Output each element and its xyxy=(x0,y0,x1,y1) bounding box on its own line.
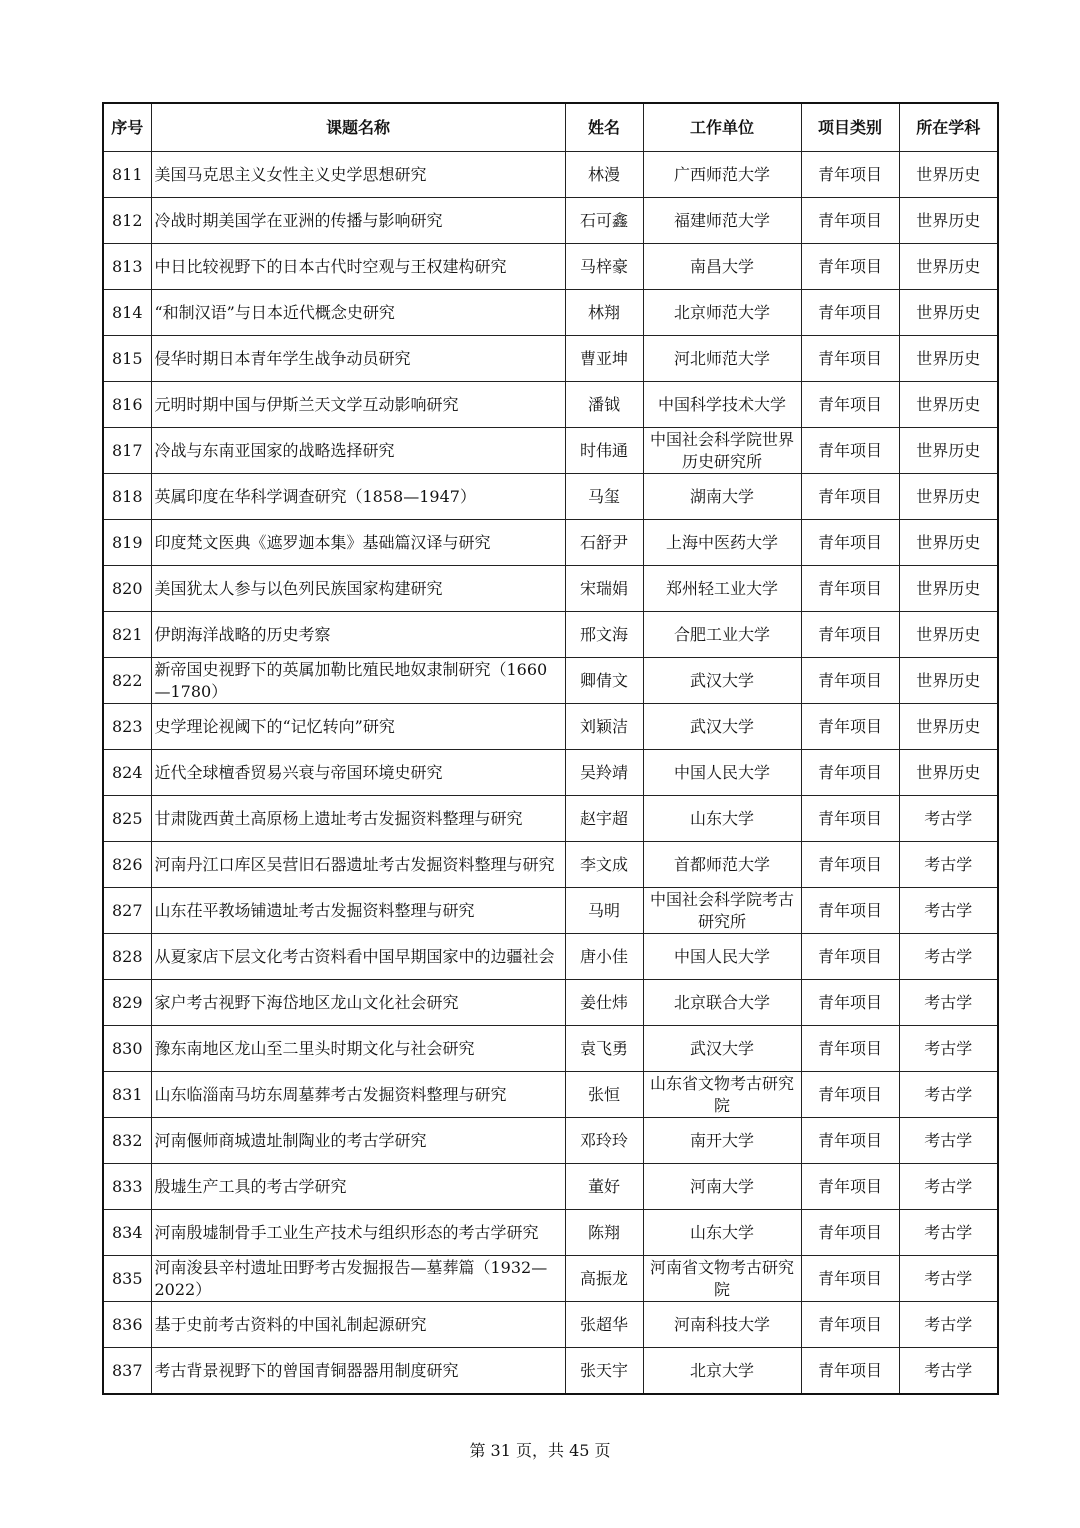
category-cell: 青年项目 xyxy=(801,244,899,290)
name-cell: 时伟通 xyxy=(565,428,643,474)
title-cell: 河南殷墟制骨手工业生产技术与组织形态的考古学研究 xyxy=(151,1210,565,1256)
name-cell: 张恒 xyxy=(565,1072,643,1118)
title-cell: 美国马克思主义女性主义史学思想研究 xyxy=(151,152,565,198)
unit-cell: 山东省文物考古研究院 xyxy=(643,1072,801,1118)
discipline-cell: 考古学 xyxy=(899,1256,998,1302)
name-cell: 陈翔 xyxy=(565,1210,643,1256)
name-cell: 邢文海 xyxy=(565,612,643,658)
category-cell: 青年项目 xyxy=(801,1348,899,1395)
serial-cell: 813 xyxy=(103,244,151,290)
name-cell: 赵宇超 xyxy=(565,796,643,842)
discipline-cell: 考古学 xyxy=(899,796,998,842)
serial-cell: 827 xyxy=(103,888,151,934)
category-cell: 青年项目 xyxy=(801,612,899,658)
discipline-cell: 世界历史 xyxy=(899,152,998,198)
unit-cell: 北京大学 xyxy=(643,1348,801,1395)
serial-cell: 817 xyxy=(103,428,151,474)
name-cell: 张超华 xyxy=(565,1302,643,1348)
serial-cell: 824 xyxy=(103,750,151,796)
category-cell: 青年项目 xyxy=(801,336,899,382)
unit-cell: 南昌大学 xyxy=(643,244,801,290)
unit-cell: 福建师范大学 xyxy=(643,198,801,244)
unit-cell: 湖南大学 xyxy=(643,474,801,520)
unit-cell: 武汉大学 xyxy=(643,658,801,704)
discipline-cell: 世界历史 xyxy=(899,520,998,566)
title-cell: 考古背景视野下的曾国青铜器器用制度研究 xyxy=(151,1348,565,1395)
title-cell: 甘肃陇西黄土高原杨上遗址考古发掘资料整理与研究 xyxy=(151,796,565,842)
serial-cell: 835 xyxy=(103,1256,151,1302)
name-cell: 石舒尹 xyxy=(565,520,643,566)
table-row xyxy=(103,474,998,520)
title-cell: 冷战时期美国学在亚洲的传播与影响研究 xyxy=(151,198,565,244)
category-cell: 青年项目 xyxy=(801,1118,899,1164)
header-discipline: 所在学科 xyxy=(899,103,998,152)
serial-cell: 832 xyxy=(103,1118,151,1164)
title-cell: 冷战与东南亚国家的战略选择研究 xyxy=(151,428,565,474)
serial-cell: 811 xyxy=(103,152,151,198)
table-row xyxy=(103,888,998,934)
table-row xyxy=(103,658,998,704)
discipline-cell: 世界历史 xyxy=(899,474,998,520)
category-cell: 青年项目 xyxy=(801,382,899,428)
category-cell: 青年项目 xyxy=(801,474,899,520)
unit-cell: 首都师范大学 xyxy=(643,842,801,888)
table-row xyxy=(103,1210,998,1256)
table-row xyxy=(103,1026,998,1072)
table-row xyxy=(103,1164,998,1210)
discipline-cell: 世界历史 xyxy=(899,198,998,244)
table-row xyxy=(103,336,998,382)
unit-cell: 南开大学 xyxy=(643,1118,801,1164)
title-cell: 美国犹太人参与以色列民族国家构建研究 xyxy=(151,566,565,612)
category-cell: 青年项目 xyxy=(801,198,899,244)
header-title: 课题名称 xyxy=(151,103,565,152)
discipline-cell: 考古学 xyxy=(899,888,998,934)
table-row xyxy=(103,152,998,198)
discipline-cell: 世界历史 xyxy=(899,290,998,336)
serial-cell: 821 xyxy=(103,612,151,658)
unit-cell: 合肥工业大学 xyxy=(643,612,801,658)
discipline-cell: 世界历史 xyxy=(899,612,998,658)
discipline-cell: 考古学 xyxy=(899,1072,998,1118)
name-cell: 林漫 xyxy=(565,152,643,198)
discipline-cell: 世界历史 xyxy=(899,750,998,796)
unit-cell: 武汉大学 xyxy=(643,1026,801,1072)
table-row xyxy=(103,796,998,842)
category-cell: 青年项目 xyxy=(801,1072,899,1118)
discipline-cell: 考古学 xyxy=(899,1302,998,1348)
category-cell: 青年项目 xyxy=(801,796,899,842)
unit-cell: 中国人民大学 xyxy=(643,750,801,796)
title-cell: 山东茌平教场铺遗址考古发掘资料整理与研究 xyxy=(151,888,565,934)
table-row xyxy=(103,520,998,566)
table-row xyxy=(103,566,998,612)
discipline-cell: 世界历史 xyxy=(899,704,998,750)
title-cell: 史学理论视阈下的“记忆转向”研究 xyxy=(151,704,565,750)
category-cell: 青年项目 xyxy=(801,704,899,750)
title-cell: 伊朗海洋战略的历史考察 xyxy=(151,612,565,658)
name-cell: 石可鑫 xyxy=(565,198,643,244)
name-cell: 曹亚坤 xyxy=(565,336,643,382)
discipline-cell: 考古学 xyxy=(899,1348,998,1395)
table-header-row xyxy=(103,103,998,152)
category-cell: 青年项目 xyxy=(801,1210,899,1256)
title-cell: 元明时期中国与伊斯兰天文学互动影响研究 xyxy=(151,382,565,428)
title-cell: 家户考古视野下海岱地区龙山文化社会研究 xyxy=(151,980,565,1026)
unit-cell: 河南大学 xyxy=(643,1164,801,1210)
table-row xyxy=(103,290,998,336)
title-cell: 河南浚县辛村遗址田野考古发掘报告—墓葬篇（1932—2022） xyxy=(151,1256,565,1302)
serial-cell: 828 xyxy=(103,934,151,980)
name-cell: 潘钺 xyxy=(565,382,643,428)
category-cell: 青年项目 xyxy=(801,152,899,198)
table-row xyxy=(103,1118,998,1164)
table-row xyxy=(103,1348,998,1395)
name-cell: 袁飞勇 xyxy=(565,1026,643,1072)
category-cell: 青年项目 xyxy=(801,1256,899,1302)
title-cell: 印度梵文医典《遮罗迦本集》基础篇汉译与研究 xyxy=(151,520,565,566)
serial-cell: 814 xyxy=(103,290,151,336)
unit-cell: 广西师范大学 xyxy=(643,152,801,198)
header-category: 项目类别 xyxy=(801,103,899,152)
discipline-cell: 考古学 xyxy=(899,1210,998,1256)
category-cell: 青年项目 xyxy=(801,520,899,566)
title-cell: “和制汉语”与日本近代概念史研究 xyxy=(151,290,565,336)
title-cell: 河南丹江口库区吴营旧石器遗址考古发掘资料整理与研究 xyxy=(151,842,565,888)
discipline-cell: 世界历史 xyxy=(899,336,998,382)
serial-cell: 819 xyxy=(103,520,151,566)
table-row xyxy=(103,1302,998,1348)
name-cell: 姜仕炜 xyxy=(565,980,643,1026)
category-cell: 青年项目 xyxy=(801,1026,899,1072)
serial-cell: 837 xyxy=(103,1348,151,1395)
discipline-cell: 世界历史 xyxy=(899,382,998,428)
serial-cell: 834 xyxy=(103,1210,151,1256)
serial-cell: 818 xyxy=(103,474,151,520)
serial-cell: 822 xyxy=(103,658,151,704)
header-name: 姓名 xyxy=(565,103,643,152)
category-cell: 青年项目 xyxy=(801,934,899,980)
unit-cell: 北京师范大学 xyxy=(643,290,801,336)
name-cell: 李文成 xyxy=(565,842,643,888)
discipline-cell: 世界历史 xyxy=(899,244,998,290)
name-cell: 张天宇 xyxy=(565,1348,643,1395)
name-cell: 马梓豪 xyxy=(565,244,643,290)
title-cell: 基于史前考古资料的中国礼制起源研究 xyxy=(151,1302,565,1348)
category-cell: 青年项目 xyxy=(801,888,899,934)
table-row xyxy=(103,1072,998,1118)
serial-cell: 829 xyxy=(103,980,151,1026)
unit-cell: 郑州轻工业大学 xyxy=(643,566,801,612)
category-cell: 青年项目 xyxy=(801,658,899,704)
title-cell: 殷墟生产工具的考古学研究 xyxy=(151,1164,565,1210)
table-row xyxy=(103,934,998,980)
category-cell: 青年项目 xyxy=(801,428,899,474)
name-cell: 卿倩文 xyxy=(565,658,643,704)
unit-cell: 中国人民大学 xyxy=(643,934,801,980)
table-row xyxy=(103,704,998,750)
table-row xyxy=(103,382,998,428)
title-cell: 英属印度在华科学调查研究（1858—1947） xyxy=(151,474,565,520)
serial-cell: 820 xyxy=(103,566,151,612)
category-cell: 青年项目 xyxy=(801,290,899,336)
discipline-cell: 考古学 xyxy=(899,1026,998,1072)
discipline-cell: 世界历史 xyxy=(899,566,998,612)
category-cell: 青年项目 xyxy=(801,566,899,612)
table-row xyxy=(103,198,998,244)
serial-cell: 825 xyxy=(103,796,151,842)
name-cell: 唐小佳 xyxy=(565,934,643,980)
table-row xyxy=(103,1256,998,1302)
name-cell: 宋瑞娟 xyxy=(565,566,643,612)
title-cell: 山东临淄南马坊东周墓葬考古发掘资料整理与研究 xyxy=(151,1072,565,1118)
table-row xyxy=(103,612,998,658)
header-unit: 工作单位 xyxy=(643,103,801,152)
unit-cell: 山东大学 xyxy=(643,796,801,842)
title-cell: 近代全球檀香贸易兴衰与帝国环境史研究 xyxy=(151,750,565,796)
discipline-cell: 考古学 xyxy=(899,842,998,888)
name-cell: 吴羚靖 xyxy=(565,750,643,796)
discipline-cell: 考古学 xyxy=(899,980,998,1026)
title-cell: 从夏家店下层文化考古资料看中国早期国家中的边疆社会 xyxy=(151,934,565,980)
serial-cell: 826 xyxy=(103,842,151,888)
table-row xyxy=(103,244,998,290)
unit-cell: 北京联合大学 xyxy=(643,980,801,1026)
name-cell: 高振龙 xyxy=(565,1256,643,1302)
category-cell: 青年项目 xyxy=(801,750,899,796)
unit-cell: 中国社会科学院世界历史研究所 xyxy=(643,428,801,474)
serial-cell: 812 xyxy=(103,198,151,244)
serial-cell: 816 xyxy=(103,382,151,428)
name-cell: 马明 xyxy=(565,888,643,934)
title-cell: 河南偃师商城遗址制陶业的考古学研究 xyxy=(151,1118,565,1164)
unit-cell: 武汉大学 xyxy=(643,704,801,750)
name-cell: 邓玲玲 xyxy=(565,1118,643,1164)
title-cell: 豫东南地区龙山至二里头时期文化与社会研究 xyxy=(151,1026,565,1072)
title-cell: 侵华时期日本青年学生战争动员研究 xyxy=(151,336,565,382)
serial-cell: 833 xyxy=(103,1164,151,1210)
serial-cell: 823 xyxy=(103,704,151,750)
name-cell: 林翔 xyxy=(565,290,643,336)
name-cell: 董好 xyxy=(565,1164,643,1210)
unit-cell: 河北师范大学 xyxy=(643,336,801,382)
project-table xyxy=(102,102,999,1395)
category-cell: 青年项目 xyxy=(801,1164,899,1210)
unit-cell: 中国社会科学院考古研究所 xyxy=(643,888,801,934)
unit-cell: 河南科技大学 xyxy=(643,1302,801,1348)
serial-cell: 836 xyxy=(103,1302,151,1348)
category-cell: 青年项目 xyxy=(801,980,899,1026)
title-cell: 中日比较视野下的日本古代时空观与王权建构研究 xyxy=(151,244,565,290)
category-cell: 青年项目 xyxy=(801,1302,899,1348)
header-serial: 序号 xyxy=(103,103,151,152)
unit-cell: 山东大学 xyxy=(643,1210,801,1256)
serial-cell: 815 xyxy=(103,336,151,382)
name-cell: 马玺 xyxy=(565,474,643,520)
discipline-cell: 考古学 xyxy=(899,1164,998,1210)
title-cell: 新帝国史视野下的英属加勒比殖民地奴隶制研究（1660—1780） xyxy=(151,658,565,704)
table-row xyxy=(103,980,998,1026)
table-row xyxy=(103,428,998,474)
serial-cell: 830 xyxy=(103,1026,151,1072)
serial-cell: 831 xyxy=(103,1072,151,1118)
name-cell: 刘颖洁 xyxy=(565,704,643,750)
unit-cell: 上海中医药大学 xyxy=(643,520,801,566)
discipline-cell: 世界历史 xyxy=(899,658,998,704)
discipline-cell: 考古学 xyxy=(899,934,998,980)
table-body xyxy=(103,152,998,1395)
unit-cell: 中国科学技术大学 xyxy=(643,382,801,428)
table-row xyxy=(103,842,998,888)
category-cell: 青年项目 xyxy=(801,842,899,888)
discipline-cell: 考古学 xyxy=(899,1118,998,1164)
unit-cell: 河南省文物考古研究院 xyxy=(643,1256,801,1302)
page-footer: 第 31 页，共 45 页 xyxy=(469,1441,611,1460)
table-row xyxy=(103,750,998,796)
discipline-cell: 世界历史 xyxy=(899,428,998,474)
